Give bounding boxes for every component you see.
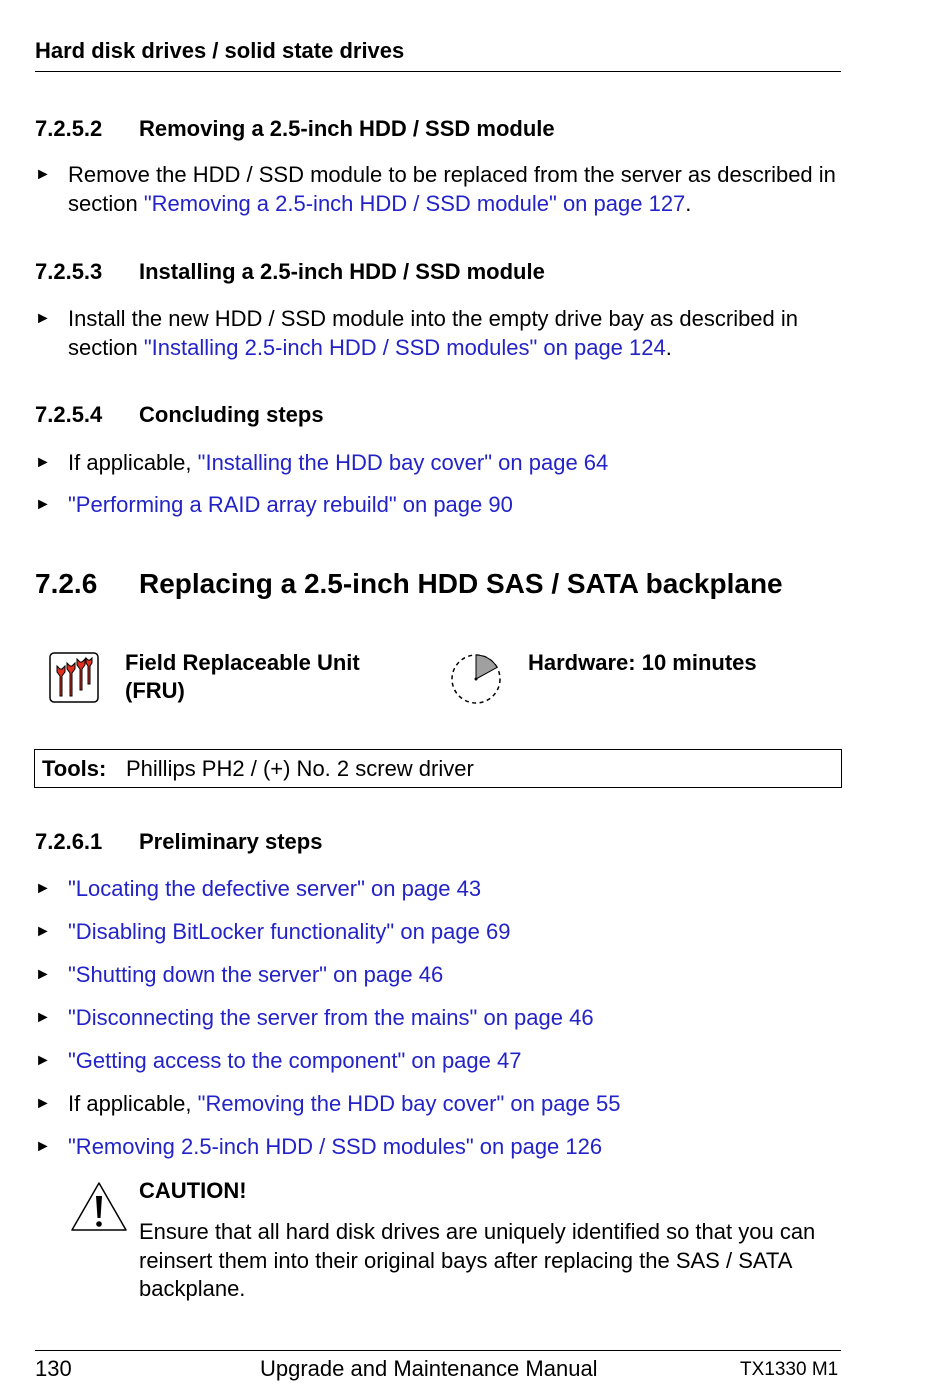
list-item — [35, 1004, 845, 1033]
cross-reference-link[interactable]: "Locating the defective server" on page 43 — [68, 876, 482, 901]
section-title: Installing a 2.5-inch HDD / SSD module — [139, 259, 545, 284]
section-number: 7.2.5.2 — [35, 116, 103, 141]
footer-rule — [35, 1350, 841, 1351]
cross-reference-link[interactable]: "Removing 2.5-inch HDD / SSD modules" on page 126 — [68, 1134, 603, 1159]
section-number: 7.2.6 — [35, 568, 98, 599]
fru-label-line2: (FRU) — [125, 678, 185, 703]
bullet-text: Install the new HDD / SSD module into the empty drive bay as described in section — [68, 306, 799, 360]
cross-reference-link[interactable]: "Installing 2.5-inch HDD / SSD modules" on page 124 — [143, 334, 666, 360]
bullet-arrow-icon: ► — [35, 1095, 51, 1112]
bullet-arrow-icon: ► — [35, 166, 51, 183]
caution-title: CAUTION! — [139, 1178, 247, 1203]
cross-reference-link[interactable]: "Getting access to the component" on page 47 — [68, 1048, 522, 1073]
bullet-arrow-icon: ► — [35, 1009, 51, 1026]
fru-label-line1: Field Replaceable Unit — [125, 650, 360, 675]
bullet-text-end: . — [665, 334, 672, 360]
list-item — [35, 961, 845, 990]
section-number: 7.2.5.4 — [35, 402, 103, 427]
bullet-text: If applicable, — [68, 450, 198, 475]
bullet-arrow-icon: ► — [35, 923, 51, 940]
list-item — [35, 161, 845, 218]
list-item — [35, 449, 845, 478]
heading-7-2-5-3 — [35, 259, 835, 287]
cross-reference-link[interactable]: "Disconnecting the server from the mains" on page 46 — [68, 1005, 594, 1030]
list-item — [35, 1090, 845, 1119]
heading-7-2-6 — [35, 568, 845, 602]
bullet-arrow-icon: ► — [35, 1052, 51, 1069]
tools-value: Phillips PH2 / (+) No. 2 screw driver — [126, 756, 474, 781]
section-title: Removing a 2.5-inch HDD / SSD module — [139, 116, 555, 141]
running-header: Hard disk drives / solid state drives — [35, 38, 405, 63]
bullet-text: Remove the HDD / SSD module to be replaced from the server as described in section — [68, 162, 836, 216]
cross-reference-link[interactable]: "Removing the HDD bay cover" on page 55 — [197, 1091, 621, 1116]
bullet-arrow-icon: ► — [35, 1138, 51, 1155]
list-item — [35, 1133, 845, 1162]
heading-7-2-5-4 — [35, 402, 835, 430]
tools-box — [34, 749, 842, 788]
model-name: TX1330 M1 — [740, 1359, 839, 1380]
section-title: Replacing a 2.5-inch HDD SAS / SATA backplane — [139, 568, 783, 599]
cross-reference-link[interactable]: "Disabling BitLocker functionality" on page 69 — [68, 919, 511, 944]
cross-reference-link[interactable]: "Installing the HDD bay cover" on page 64 — [197, 450, 609, 475]
bullet-arrow-icon: ► — [35, 880, 51, 897]
heading-7-2-6-1 — [35, 829, 835, 857]
section-number: 7.2.5.3 — [35, 259, 103, 284]
cross-reference-link[interactable]: "Performing a RAID array rebuild" on page 90 — [68, 492, 513, 517]
caution-text: Ensure that all hard disk drives are uniquely identified so that you can reinsert them into their original bays after replacing the SAS / SATA backplane. — [139, 1219, 816, 1301]
section-number: 7.2.6.1 — [35, 829, 103, 854]
heading-7-2-5-2 — [35, 116, 835, 144]
bullet-arrow-icon: ► — [35, 454, 51, 471]
bullet-arrow-icon: ► — [35, 966, 51, 983]
fru-label — [125, 649, 425, 705]
hardware-time-label: Hardware: 10 minutes — [528, 650, 757, 675]
list-item — [35, 491, 845, 520]
list-item — [35, 1047, 845, 1076]
wrench-tools-icon — [49, 652, 99, 703]
header-rule — [35, 71, 841, 72]
tools-label: Tools: — [42, 756, 107, 781]
bullet-text-end: . — [685, 190, 692, 216]
warning-triangle-icon — [69, 1180, 129, 1234]
cross-reference-link[interactable]: "Shutting down the server" on page 46 — [68, 962, 444, 987]
section-title: Concluding steps — [139, 402, 324, 427]
bullet-arrow-icon: ► — [35, 496, 51, 513]
page-number: 130 — [35, 1356, 72, 1381]
list-item — [35, 875, 845, 904]
bullet-text: If applicable, — [68, 1091, 198, 1116]
list-item — [35, 918, 845, 947]
cross-reference-link[interactable]: "Removing a 2.5-inch HDD / SSD module" on page 127 — [143, 190, 686, 216]
bullet-arrow-icon: ► — [35, 310, 51, 327]
section-title: Preliminary steps — [139, 829, 323, 854]
list-item — [35, 305, 845, 362]
manual-title: Upgrade and Maintenance Manual — [260, 1356, 598, 1381]
clock-icon — [449, 652, 503, 706]
